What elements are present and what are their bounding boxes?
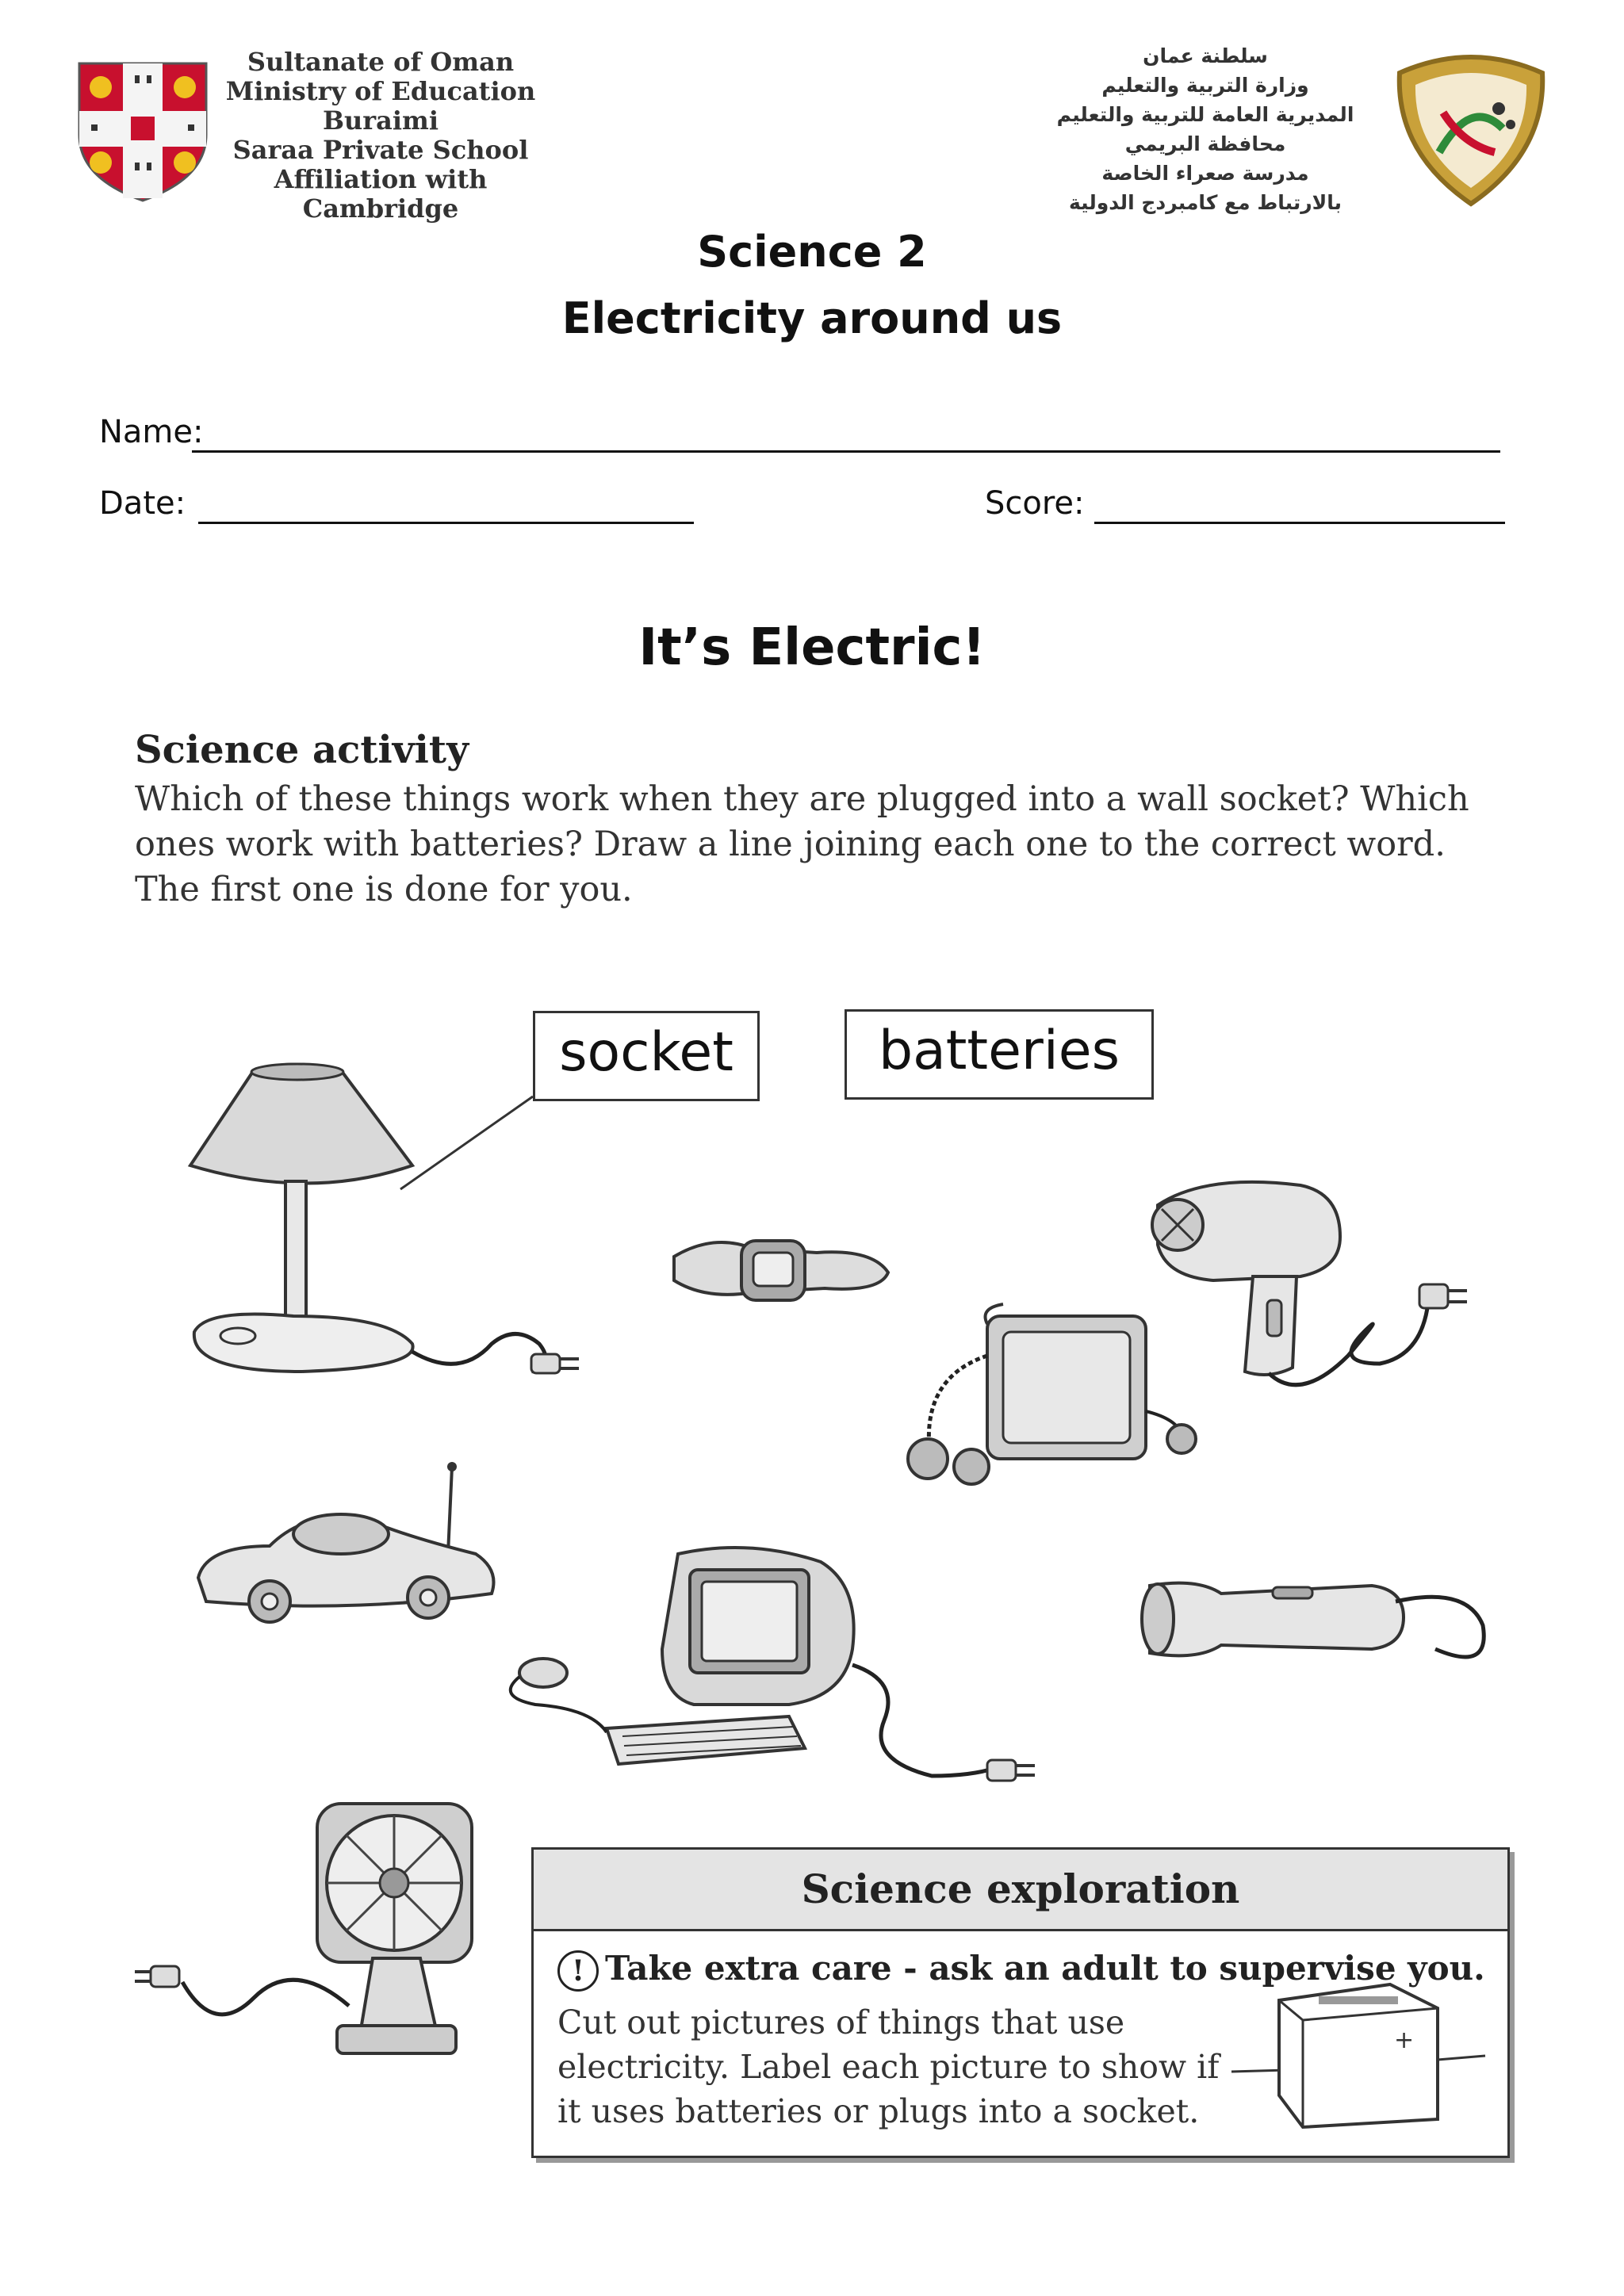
safety-warning: ! Take extra care - ask an adult to supervise you. xyxy=(557,1949,1485,1992)
activity-instructions: Which of these things work when they are plugged into a wall socket? Which ones work with batteries? Draw a line joining each one to the correct word. The first one is done for you. xyxy=(135,779,1469,909)
computer-icon[interactable] xyxy=(488,1538,1043,1800)
school-name-english: Sultanate of Oman Ministry of Education Buraimi Saraa Private School Affiliation with Cambridge xyxy=(225,47,536,224)
torch-icon[interactable] xyxy=(1134,1554,1499,1689)
exploration-instructions: Cut out pictures of things that use electricity. Label each picture to show if it uses batteries or plugs into a socket. xyxy=(557,2003,1220,2130)
watch-icon[interactable] xyxy=(666,1217,896,1320)
date-label: Date: xyxy=(99,485,186,522)
topic-title: Electricity around us xyxy=(561,293,1063,343)
score-label: Score: xyxy=(985,485,1085,522)
fan-icon[interactable] xyxy=(135,1800,484,2061)
school-name-arabic: سلطنة عمان وزارة التربية والتعليم المديرية العامة للتربية والتعليم محافظة البريمي مدرسة صعراء الخاصة بالارتباط مع كامبردج الدولية xyxy=(1056,44,1354,214)
activity-title: Science activity xyxy=(135,728,469,772)
warning-icon: ! xyxy=(557,1950,599,1992)
worksheet-heading: It’s Electric! xyxy=(638,618,986,677)
science-exploration-box xyxy=(531,1847,1510,2158)
svg-text:+: + xyxy=(1394,2026,1415,2054)
name-label: Name: xyxy=(99,414,204,450)
toaster-icon xyxy=(1231,1961,1493,2135)
toy-car-icon[interactable] xyxy=(190,1459,508,1633)
lamp-icon[interactable] xyxy=(182,1062,611,1395)
personal-stereo-icon[interactable] xyxy=(892,1292,1225,1490)
exploration-title: Science exploration xyxy=(534,1850,1507,1931)
subject-title: Science 2 xyxy=(697,227,927,277)
batteries-word-box[interactable]: batteries xyxy=(845,1009,1154,1100)
socket-word-box[interactable]: socket xyxy=(533,1011,760,1101)
